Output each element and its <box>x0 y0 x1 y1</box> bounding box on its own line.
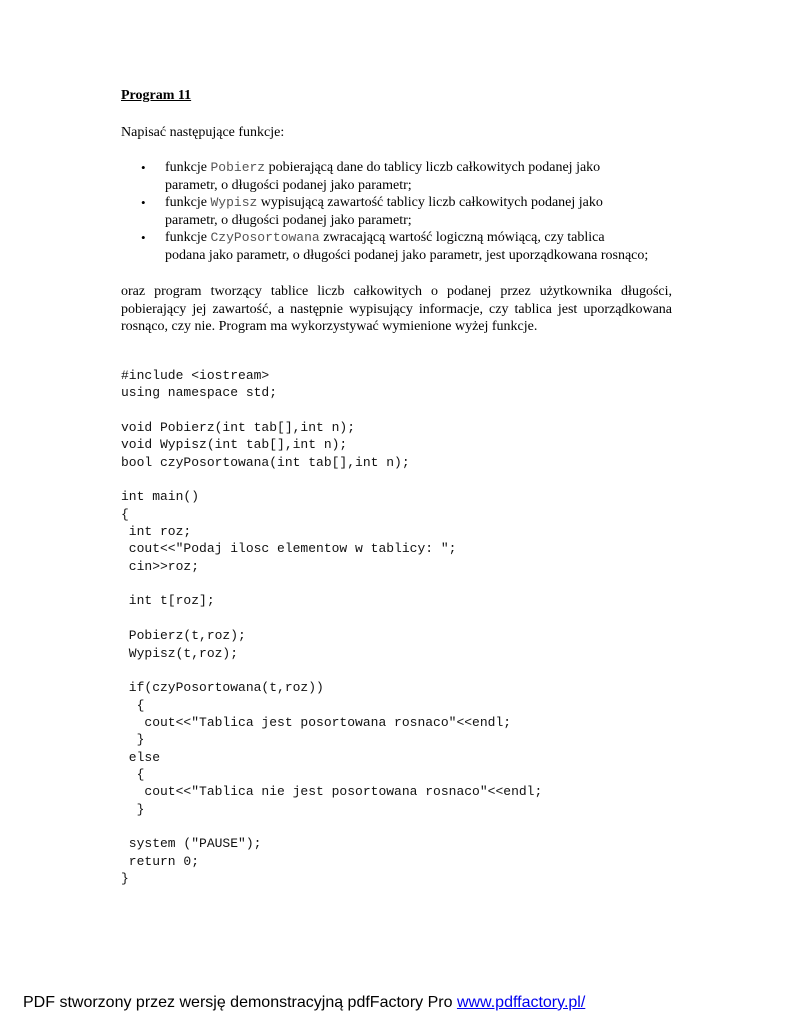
code-line: Wypisz(t,roz); <box>121 645 239 661</box>
function-name-pobierz: Pobierz <box>210 160 266 175</box>
code-line: if(czyPosortowana(t,roz)) <box>121 680 324 696</box>
code-line: Pobierz(t,roz); <box>121 628 246 644</box>
code-line <box>121 610 542 627</box>
code-line <box>121 818 542 835</box>
list-item-line-2: parametr, o długości podanej jako parametr; <box>165 212 412 228</box>
list-item-prefix: funkcje <box>165 195 211 210</box>
code-line: using namespace std; <box>121 385 278 401</box>
code-listing <box>121 367 542 887</box>
bullet-icon: • <box>141 195 146 210</box>
footer-link[interactable]: www.pdffactory.pl/ <box>456 994 586 1011</box>
code-line: } <box>121 732 145 748</box>
code-line <box>121 402 542 419</box>
code-line: int roz; <box>121 524 192 540</box>
code-line <box>121 471 542 488</box>
list-item-line-1 <box>165 194 700 212</box>
description-line: pobierający jej zawartość, a następnie wypisujący informacje, czy tablica jest uporządkowana <box>121 301 672 317</box>
code-line: } <box>121 870 129 886</box>
code-line: void Wypisz(int tab[],int n); <box>121 437 348 453</box>
code-line <box>121 575 542 592</box>
bullet-icon: • <box>141 230 146 245</box>
program-title: Program 11 <box>121 88 192 103</box>
code-line: cout<<"Tablica jest posortowana rosnaco"<<endl; <box>121 714 512 730</box>
code-line: int t[roz]; <box>121 593 215 609</box>
function-name-wypisz: Wypisz <box>210 195 258 210</box>
pdf-footer <box>23 994 585 1012</box>
code-line: void Pobierz(int tab[],int n); <box>121 420 356 436</box>
list-item-pobierz <box>140 159 700 194</box>
description-line: oraz program tworzący tablice liczb całkowitych o podanej przez użytkownika długości, <box>121 284 672 299</box>
description-line: rosnąco, czy nie. Program ma wykorzystywać wymienione wyżej funkcje. <box>121 319 538 334</box>
code-line: { <box>121 506 129 522</box>
code-line: } <box>121 801 145 817</box>
code-line: { <box>121 697 145 713</box>
list-item-prefix: funkcje <box>165 160 211 175</box>
code-line: system ("PAUSE"); <box>121 836 262 852</box>
list-item-prefix: funkcje <box>165 230 211 245</box>
bullet-icon: • <box>141 160 146 175</box>
task-description <box>121 283 672 336</box>
code-line: { <box>121 766 145 782</box>
function-list <box>140 159 700 264</box>
code-line: int main() <box>121 489 200 505</box>
list-item-text: pobierającą dane do tablicy liczb całkowitych podanej jako <box>265 160 601 175</box>
intro-text: Napisać następujące funkcje: <box>121 125 285 140</box>
list-item-line-2: podana jako parametr, o długości podanej jako parametr, jest uporządkowana rosnąco; <box>165 247 649 263</box>
list-item-czyposortowana <box>140 229 700 264</box>
list-item-text: wypisującą zawartość tablicy liczb całkowitych podanej jako <box>257 195 603 210</box>
footer-text: PDF stworzony przez wersję demonstracyjną pdfFactory Pro <box>23 994 457 1011</box>
code-line: cout<<"Tablica nie jest posortowana rosnaco"<<endl; <box>121 784 543 800</box>
list-item-line-1 <box>165 229 700 247</box>
code-line: #include <iostream> <box>121 368 270 383</box>
code-line: return 0; <box>121 853 200 869</box>
list-item-line-2: parametr, o długości podanej jako parametr; <box>165 177 412 193</box>
list-item-text: zwracającą wartość logiczną mówiącą, czy tablica <box>319 230 605 245</box>
list-item-line-1 <box>165 159 700 177</box>
list-item-wypisz <box>140 194 700 229</box>
code-line: bool czyPosortowana(int tab[],int n); <box>121 454 410 470</box>
code-line: else <box>121 749 161 765</box>
code-line: cin>>roz; <box>121 558 200 574</box>
function-name-czyposortowana: CzyPosortowana <box>210 230 320 245</box>
code-line: cout<<"Podaj ilosc elementow w tablicy: "; <box>121 541 457 557</box>
code-line <box>121 662 542 679</box>
